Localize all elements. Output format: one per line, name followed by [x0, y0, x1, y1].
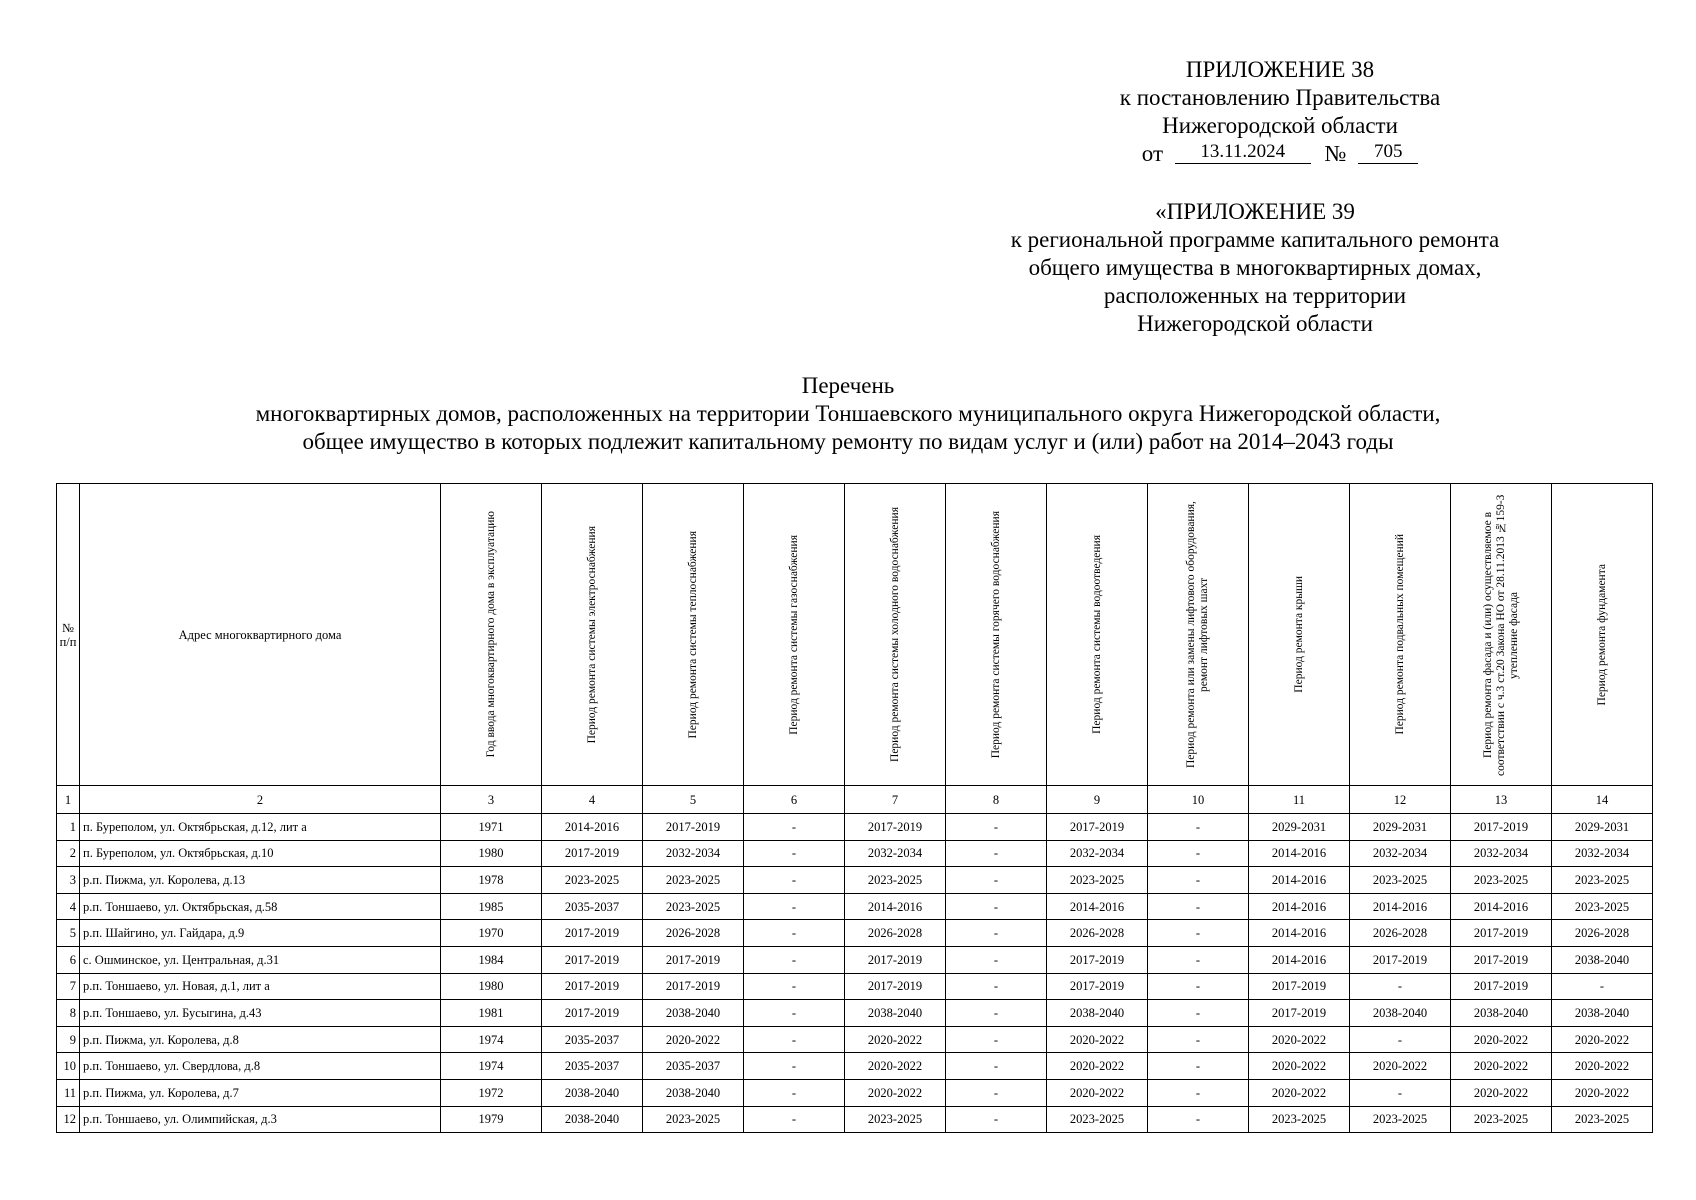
cell-gas-period: - — [744, 867, 845, 894]
cell-roof-period: 2014-2016 — [1249, 840, 1350, 867]
cell-basement-period: 2029-2031 — [1350, 814, 1451, 841]
header-label: Год ввода многоквартирного дома в эксплуатацию — [484, 511, 497, 758]
cell-basement-period: - — [1350, 973, 1451, 1000]
appendix-38-line2: к постановлению Правительства — [1119, 85, 1441, 110]
number-value: 705 — [1358, 141, 1418, 164]
column-number: 6 — [744, 786, 845, 814]
cell-elevator-period: - — [1148, 1053, 1249, 1080]
cell-roof-period: 2014-2016 — [1249, 867, 1350, 894]
cell-elevator-period: - — [1148, 840, 1249, 867]
cell-basement-period: 2032-2034 — [1350, 840, 1451, 867]
table-row — [57, 946, 1653, 973]
header-label: Период ремонта фасада и (или) осуществляемое в соответствии с ч.3 ст.20 Закона НО от 28.11.2013 №159-З утепление фасада — [1481, 493, 1520, 776]
cell-row-number: 7 — [57, 973, 80, 1000]
cell-address: п. Буреполом, ул. Октябрьская, д.12, лит а — [80, 814, 441, 841]
cell-drainage-period: 2032-2034 — [1047, 840, 1148, 867]
appendix-39-title: «ПРИЛОЖЕНИЕ 39 — [1155, 199, 1355, 224]
column-number: 3 — [441, 786, 542, 814]
cell-heating-period: 2017-2019 — [643, 814, 744, 841]
cell-foundation-period: 2026-2028 — [1552, 920, 1653, 947]
cell-basement-period: - — [1350, 1079, 1451, 1106]
cell-foundation-period: 2038-2040 — [1552, 1000, 1653, 1027]
column-number: 11 — [1249, 786, 1350, 814]
cell-address: р.п. Тоншаево, ул. Бусыгина, д.43 — [80, 1000, 441, 1027]
cell-hot-water-period: - — [946, 1106, 1047, 1133]
cell-gas-period: - — [744, 973, 845, 1000]
header-label: Адрес многоквартирного дома — [178, 627, 342, 642]
cell-foundation-period: 2023-2025 — [1552, 867, 1653, 894]
cell-gas-period: - — [744, 814, 845, 841]
column-number: 7 — [845, 786, 946, 814]
header-cell-drainage — [1047, 484, 1148, 786]
table-header — [57, 484, 1653, 786]
cell-hot-water-period: - — [946, 1053, 1047, 1080]
cell-row-number: 11 — [57, 1079, 80, 1106]
cell-heating-period: 2017-2019 — [643, 946, 744, 973]
column-number: 8 — [946, 786, 1047, 814]
header-label: Период ремонта подвальных помещений — [1393, 534, 1406, 735]
cell-cold-water-period: 2014-2016 — [845, 893, 946, 920]
table-row — [57, 1000, 1653, 1027]
cell-year-built: 1985 — [441, 893, 542, 920]
cell-facade-period: 2032-2034 — [1451, 840, 1552, 867]
cell-roof-period: 2017-2019 — [1249, 1000, 1350, 1027]
cell-hot-water-period: - — [946, 840, 1047, 867]
cell-heating-period: 2017-2019 — [643, 973, 744, 1000]
cell-hot-water-period: - — [946, 1026, 1047, 1053]
cell-facade-period: 2020-2022 — [1451, 1079, 1552, 1106]
cell-facade-period: 2014-2016 — [1451, 893, 1552, 920]
cell-foundation-period: 2020-2022 — [1552, 1026, 1653, 1053]
cell-foundation-period: 2032-2034 — [1552, 840, 1653, 867]
header-cell-number — [57, 484, 80, 786]
cell-roof-period: 2014-2016 — [1249, 946, 1350, 973]
cell-elevator-period: - — [1148, 946, 1249, 973]
cell-gas-period: - — [744, 1053, 845, 1080]
column-number: 5 — [643, 786, 744, 814]
cell-address: р.п. Шайгино, ул. Гайдара, д.9 — [80, 920, 441, 947]
cell-electric-period: 2035-2037 — [542, 1026, 643, 1053]
table-row — [57, 814, 1653, 841]
cell-address: п. Буреполом, ул. Октябрьская, д.10 — [80, 840, 441, 867]
cell-elevator-period: - — [1148, 1000, 1249, 1027]
cell-electric-period: 2014-2016 — [542, 814, 643, 841]
cell-row-number: 5 — [57, 920, 80, 947]
cell-address: р.п. Пижма, ул. Королева, д.8 — [80, 1026, 441, 1053]
cell-elevator-period: - — [1148, 867, 1249, 894]
cell-row-number: 2 — [57, 840, 80, 867]
cell-roof-period: 2017-2019 — [1249, 973, 1350, 1000]
cell-heating-period: 2023-2025 — [643, 867, 744, 894]
header-cell-facade — [1451, 484, 1552, 786]
cell-row-number: 9 — [57, 1026, 80, 1053]
cell-year-built: 1974 — [441, 1053, 542, 1080]
cell-heating-period: 2038-2040 — [643, 1079, 744, 1106]
cell-cold-water-period: 2032-2034 — [845, 840, 946, 867]
appendix-38-date-line — [1030, 140, 1530, 168]
cell-drainage-period: 2020-2022 — [1047, 1079, 1148, 1106]
cell-elevator-period: - — [1148, 1026, 1249, 1053]
cell-heating-period: 2026-2028 — [643, 920, 744, 947]
heading-line2: многоквартирных домов, расположенных на территории Тоншаевского муниципального округа Нижегородской области, — [255, 401, 1441, 426]
cell-hot-water-period: - — [946, 946, 1047, 973]
appendix-38-line3: Нижегородской области — [1162, 113, 1398, 138]
cell-foundation-period: 2020-2022 — [1552, 1079, 1653, 1106]
cell-row-number: 8 — [57, 1000, 80, 1027]
cell-electric-period: 2017-2019 — [542, 973, 643, 1000]
appendix-39-block — [905, 198, 1605, 338]
cell-heating-period: 2023-2025 — [643, 1106, 744, 1133]
cell-cold-water-period: 2020-2022 — [845, 1079, 946, 1106]
cell-cold-water-period: 2023-2025 — [845, 1106, 946, 1133]
column-number: 14 — [1552, 786, 1653, 814]
cell-hot-water-period: - — [946, 1000, 1047, 1027]
cell-basement-period: 2017-2019 — [1350, 946, 1451, 973]
cell-drainage-period: 2020-2022 — [1047, 1053, 1148, 1080]
cell-elevator-period: - — [1148, 814, 1249, 841]
header-cell-elevator — [1148, 484, 1249, 786]
cell-facade-period: 2020-2022 — [1451, 1053, 1552, 1080]
cell-address: р.п. Тоншаево, ул. Свердлова, д.8 — [80, 1053, 441, 1080]
cell-facade-period: 2017-2019 — [1451, 814, 1552, 841]
cell-roof-period: 2014-2016 — [1249, 920, 1350, 947]
cell-cold-water-period: 2023-2025 — [845, 867, 946, 894]
header-label: Период ремонта крыши — [1292, 576, 1305, 693]
cell-basement-period: 2026-2028 — [1350, 920, 1451, 947]
column-number: 12 — [1350, 786, 1451, 814]
cell-foundation-period: 2020-2022 — [1552, 1053, 1653, 1080]
cell-hot-water-period: - — [946, 814, 1047, 841]
cell-facade-period: 2023-2025 — [1451, 867, 1552, 894]
cell-electric-period: 2035-2037 — [542, 893, 643, 920]
cell-basement-period: - — [1350, 1026, 1451, 1053]
cell-drainage-period: 2038-2040 — [1047, 1000, 1148, 1027]
cell-facade-period: 2017-2019 — [1451, 946, 1552, 973]
table-row — [57, 973, 1653, 1000]
cell-hot-water-period: - — [946, 1079, 1047, 1106]
cell-elevator-period: - — [1148, 920, 1249, 947]
cell-drainage-period: 2023-2025 — [1047, 867, 1148, 894]
cell-electric-period: 2017-2019 — [542, 840, 643, 867]
table-row — [57, 1053, 1653, 1080]
appendix-39-line5: Нижегородской области — [1137, 311, 1373, 336]
table-row — [57, 893, 1653, 920]
table-row — [57, 840, 1653, 867]
table-row — [57, 867, 1653, 894]
number-prefix: № — [1324, 141, 1347, 166]
cell-roof-period: 2020-2022 — [1249, 1079, 1350, 1106]
cell-heating-period: 2038-2040 — [643, 1000, 744, 1027]
cell-hot-water-period: - — [946, 973, 1047, 1000]
cell-electric-period: 2038-2040 — [542, 1079, 643, 1106]
cell-gas-period: - — [744, 920, 845, 947]
table-row — [57, 1079, 1653, 1106]
cell-row-number: 6 — [57, 946, 80, 973]
cell-address: р.п. Пижма, ул. Королева, д.7 — [80, 1079, 441, 1106]
cell-electric-period: 2035-2037 — [542, 1053, 643, 1080]
date-prefix: от — [1141, 141, 1164, 166]
header-cell-address — [80, 484, 441, 786]
cell-elevator-period: - — [1148, 1106, 1249, 1133]
column-number: 2 — [80, 786, 441, 814]
cell-year-built: 1980 — [441, 840, 542, 867]
cell-gas-period: - — [744, 840, 845, 867]
header-row — [57, 484, 1653, 786]
document-heading — [0, 372, 1696, 456]
cell-drainage-period: 2017-2019 — [1047, 973, 1148, 1000]
table-row — [57, 1106, 1653, 1133]
table-row — [57, 920, 1653, 947]
cell-row-number: 4 — [57, 893, 80, 920]
cell-cold-water-period: 2020-2022 — [845, 1026, 946, 1053]
header-cell-heating — [643, 484, 744, 786]
header-label: Период ремонта системы холодного водоснабжения — [888, 507, 901, 762]
cell-address: р.п. Тоншаево, ул. Новая, д.1, лит а — [80, 973, 441, 1000]
cell-cold-water-period: 2017-2019 — [845, 946, 946, 973]
cell-year-built: 1971 — [441, 814, 542, 841]
cell-electric-period: 2017-2019 — [542, 1000, 643, 1027]
cell-heating-period: 2023-2025 — [643, 893, 744, 920]
cell-elevator-period: - — [1148, 973, 1249, 1000]
cell-year-built: 1970 — [441, 920, 542, 947]
cell-foundation-period: 2023-2025 — [1552, 1106, 1653, 1133]
cell-drainage-period: 2017-2019 — [1047, 814, 1148, 841]
cell-electric-period: 2023-2025 — [542, 867, 643, 894]
date-value: 13.11.2024 — [1175, 141, 1311, 164]
cell-elevator-period: - — [1148, 1079, 1249, 1106]
cell-electric-period: 2017-2019 — [542, 946, 643, 973]
buildings-table — [56, 483, 1653, 1133]
header-label: Период ремонта системы газоснабжения — [787, 534, 800, 735]
appendix-39-line2: к региональной программе капитального ремонта — [1010, 227, 1500, 252]
cell-facade-period: 2023-2025 — [1451, 1106, 1552, 1133]
header-cell-roof — [1249, 484, 1350, 786]
cell-basement-period: 2023-2025 — [1350, 867, 1451, 894]
cell-heating-period: 2020-2022 — [643, 1026, 744, 1053]
cell-gas-period: - — [744, 946, 845, 973]
cell-basement-period: 2023-2025 — [1350, 1106, 1451, 1133]
table-row — [57, 1026, 1653, 1053]
cell-hot-water-period: - — [946, 920, 1047, 947]
cell-cold-water-period: 2026-2028 — [845, 920, 946, 947]
cell-gas-period: - — [744, 1106, 845, 1133]
cell-year-built: 1974 — [441, 1026, 542, 1053]
cell-gas-period: - — [744, 893, 845, 920]
cell-cold-water-period: 2038-2040 — [845, 1000, 946, 1027]
heading-line1: Перечень — [801, 373, 895, 398]
cell-row-number: 3 — [57, 867, 80, 894]
cell-facade-period: 2017-2019 — [1451, 920, 1552, 947]
cell-cold-water-period: 2017-2019 — [845, 973, 946, 1000]
header-cell-year — [441, 484, 542, 786]
column-numbers-row — [57, 786, 1653, 814]
cell-gas-period: - — [744, 1000, 845, 1027]
cell-roof-period: 2029-2031 — [1249, 814, 1350, 841]
heading-line3: общее имущество в которых подлежит капитальному ремонту по видам услуг и (или) работ на 2014–2043 годы — [302, 429, 1394, 454]
cell-foundation-period: 2023-2025 — [1552, 893, 1653, 920]
header-cell-cold-water — [845, 484, 946, 786]
cell-roof-period: 2014-2016 — [1249, 893, 1350, 920]
cell-roof-period: 2020-2022 — [1249, 1053, 1350, 1080]
cell-foundation-period: - — [1552, 973, 1653, 1000]
cell-gas-period: - — [744, 1026, 845, 1053]
column-number: 9 — [1047, 786, 1148, 814]
appendix-38-title: ПРИЛОЖЕНИЕ 38 — [1185, 57, 1375, 82]
cell-hot-water-period: - — [946, 867, 1047, 894]
cell-year-built: 1981 — [441, 1000, 542, 1027]
cell-hot-water-period: - — [946, 893, 1047, 920]
header-label: № п/п — [59, 620, 77, 649]
cell-drainage-period: 2017-2019 — [1047, 946, 1148, 973]
cell-basement-period: 2014-2016 — [1350, 893, 1451, 920]
cell-elevator-period: - — [1148, 893, 1249, 920]
cell-cold-water-period: 2017-2019 — [845, 814, 946, 841]
cell-basement-period: 2038-2040 — [1350, 1000, 1451, 1027]
cell-address: с. Ошминское, ул. Центральная, д.31 — [80, 946, 441, 973]
cell-heating-period: 2032-2034 — [643, 840, 744, 867]
cell-year-built: 1972 — [441, 1079, 542, 1106]
header-label: Период ремонта системы теплоснабжения — [686, 530, 699, 739]
cell-year-built: 1984 — [441, 946, 542, 973]
cell-drainage-period: 2023-2025 — [1047, 1106, 1148, 1133]
cell-row-number: 10 — [57, 1053, 80, 1080]
column-number: 10 — [1148, 786, 1249, 814]
table-body — [57, 786, 1653, 1133]
header-cell-foundation — [1552, 484, 1653, 786]
column-number: 4 — [542, 786, 643, 814]
appendix-39-line4: расположенных на территории — [1103, 283, 1407, 308]
appendix-38-block — [1030, 56, 1530, 168]
header-label: Период ремонта фундамента — [1595, 563, 1608, 706]
header-label: Период ремонта системы горячего водоснабжения — [989, 510, 1002, 759]
header-cell-hot-water — [946, 484, 1047, 786]
cell-facade-period: 2020-2022 — [1451, 1026, 1552, 1053]
cell-address: р.п. Тоншаево, ул. Октябрьская, д.58 — [80, 893, 441, 920]
cell-electric-period: 2038-2040 — [542, 1106, 643, 1133]
header-cell-electric — [542, 484, 643, 786]
cell-year-built: 1980 — [441, 973, 542, 1000]
header-label: Период ремонта системы водоотведения — [1090, 535, 1103, 734]
header-cell-basement — [1350, 484, 1451, 786]
cell-row-number: 12 — [57, 1106, 80, 1133]
cell-foundation-period: 2029-2031 — [1552, 814, 1653, 841]
cell-electric-period: 2017-2019 — [542, 920, 643, 947]
cell-cold-water-period: 2020-2022 — [845, 1053, 946, 1080]
cell-address: р.п. Пижма, ул. Королева, д.13 — [80, 867, 441, 894]
cell-foundation-period: 2038-2040 — [1552, 946, 1653, 973]
header-label: Период ремонта или замены лифтового оборудования, ремонт лифтовых шахт — [1185, 501, 1210, 768]
appendix-39-line3: общего имущества в многоквартирных домах, — [1028, 255, 1482, 280]
cell-heating-period: 2035-2037 — [643, 1053, 744, 1080]
cell-drainage-period: 2020-2022 — [1047, 1026, 1148, 1053]
cell-address: р.п. Тоншаево, ул. Олимпийская, д.3 — [80, 1106, 441, 1133]
cell-row-number: 1 — [57, 814, 80, 841]
header-label: Период ремонта системы электроснабжения — [585, 525, 598, 744]
column-number: 13 — [1451, 786, 1552, 814]
cell-drainage-period: 2026-2028 — [1047, 920, 1148, 947]
cell-roof-period: 2020-2022 — [1249, 1026, 1350, 1053]
cell-gas-period: - — [744, 1079, 845, 1106]
column-number: 1 — [57, 786, 80, 814]
cell-year-built: 1978 — [441, 867, 542, 894]
cell-facade-period: 2017-2019 — [1451, 973, 1552, 1000]
cell-year-built: 1979 — [441, 1106, 542, 1133]
header-cell-gas — [744, 484, 845, 786]
cell-drainage-period: 2014-2016 — [1047, 893, 1148, 920]
cell-basement-period: 2020-2022 — [1350, 1053, 1451, 1080]
cell-facade-period: 2038-2040 — [1451, 1000, 1552, 1027]
cell-roof-period: 2023-2025 — [1249, 1106, 1350, 1133]
